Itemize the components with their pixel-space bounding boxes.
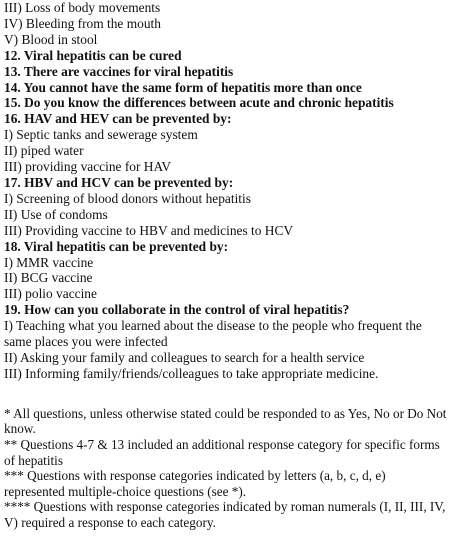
q11-option-3: III) Loss of body movements (4, 0, 161, 15)
q19-option-3: III) Informing family/friends/colleagues to take appropriate medicine. (4, 365, 379, 381)
question-18: 18. Viral hepatitis can be prevented by: (4, 238, 229, 254)
question-12: 12. Viral hepatitis can be cured (4, 47, 182, 63)
footnote-1: * All questions, unless otherwise stated could be responded to as Yes, No or Do Not know. (4, 405, 447, 437)
question-17: 17. HBV and HCV can be prevented by: (4, 174, 234, 190)
q17-option-3: III) Providing vaccine to HBV and medicines to HCV (4, 222, 294, 238)
footnote-4: **** Questions with response categories indicated by roman numerals (I, II, III, IV, V) required a response to each category. (4, 499, 446, 530)
q18-option-2: II) BCG vaccine (4, 270, 93, 286)
question-19: 19. How can you collaborate in the control of viral hepatitis? (4, 302, 350, 318)
q17-option-1: I) Screening of blood donors without hepatitis (4, 190, 251, 206)
q17-option-2: II) Use of condoms (4, 206, 108, 222)
q19-option-2: II) Asking your family and colleagues to search for a health service (4, 349, 365, 365)
q11-option-4: IV) Bleeding from the mouth (4, 15, 161, 31)
q19-option-1: I) Teaching what you learned about the disease to the people who frequent the same places you were infected (4, 318, 422, 350)
footnotes (4, 406, 447, 531)
q18-option-1: I) MMR vaccine (4, 254, 94, 270)
question-14: 14. You cannot have the same form of hepatitis more than once (4, 79, 362, 95)
q16-option-1: I) Septic tanks and sewerage system (4, 127, 198, 143)
footnote-2: ** Questions 4-7 & 13 included an additional response category for specific forms of hepatitis (4, 436, 440, 468)
q18-option-3: III) polio vaccine (4, 286, 97, 302)
footnote-3: *** Questions with response categories indicated by letters (a, b, c, d, e) represented multiple-choice questions (see *). (4, 468, 386, 499)
question-16: 16. HAV and HEV can be prevented by: (4, 111, 232, 127)
question-13: 13. There are vaccines for viral hepatitis (4, 63, 234, 79)
q11-option-5: V) Blood in stool (4, 31, 98, 47)
question-15: 15. Do you know the differences between acute and chronic hepatitis (4, 95, 394, 111)
q16-option-3: III) providing vaccine for HAV (4, 159, 172, 175)
q16-option-2: II) piped water (4, 143, 84, 159)
